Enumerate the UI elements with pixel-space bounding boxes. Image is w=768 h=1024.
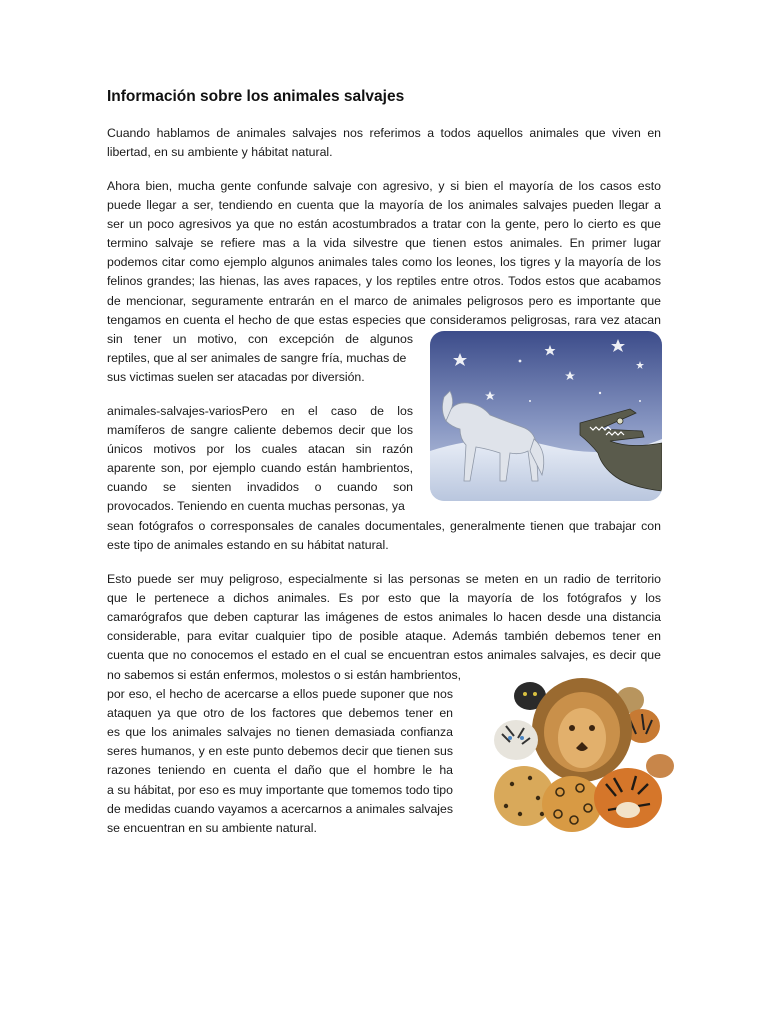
paragraph-2 xyxy=(107,177,661,330)
text-line: seres humanos, y en este punto debemos decir que tienen sus xyxy=(107,744,453,759)
wild-animals-image xyxy=(490,674,674,836)
text-line: Ahora bien, mucha gente confunde salvaje con agresivo, y si bien el mayoría de los casos esto xyxy=(107,179,661,193)
text-line: provocados. Teniendo en cuenta muchas personas, ya xyxy=(107,499,405,514)
text-line: ataquen ya que otro de los factores que debemos tener en xyxy=(107,706,453,721)
text-line: se encuentran en su ambiente natural. xyxy=(107,820,317,835)
text-line: cuenta que no conocemos el estado en el cual se encuentran estos animales salvajes, es decir que xyxy=(107,648,661,663)
text-line: animales-salvajes-variosPero en el caso de los xyxy=(107,404,413,418)
text-line: por eso, el hecho de acercarse a ellos puede suponer que nos xyxy=(107,687,453,702)
text-line: tengamos en cuenta el hecho de que estas especies que consideramos peligrosas, rara vez atacan xyxy=(107,312,661,327)
paragraph-4-continuation xyxy=(107,666,462,838)
text-line: libertad, en su ambiente y hábitat natural. xyxy=(107,145,333,160)
text-line: camarógrafos que deben capturar las imágenes de estos animales lo hacen desde una distancia xyxy=(107,610,661,625)
text-line: ser un poco agresivos ya que no están acostumbrados a tratar con la gente, pero lo cierto es que xyxy=(107,217,661,232)
text-line: Esto puede ser muy peligroso, especialmente si las personas se meten en un radio de territorio xyxy=(107,572,661,586)
text-line: sin tener un motivo, con excepción de algunos xyxy=(107,332,413,346)
text-line: cuando se sienten invadidos o cuando son xyxy=(107,480,413,495)
text-line: de medidas cuando vayamos a acercarnos a animales salvajes xyxy=(107,801,453,816)
text-line: puede llegar a ser, tendiendo en cuenta que la mayoría de los animales salvajes pueden llegar a xyxy=(107,198,661,213)
text-line: considerable, para evitar cualquier tipo de posible ataque. Además también debemos tener en xyxy=(107,629,661,644)
text-line: sean fotógrafos o corresponsales de canales documentales, generalmente tienen que trabajar con xyxy=(107,519,661,533)
text-line: únicos motivos por los cuales atacan sin razón xyxy=(107,442,413,457)
text-line: que le pertenece a dichos animales. Es por esto que la mayoría de los fotógrafos y los xyxy=(107,591,661,606)
text-line: termino salvaje se refiere mas a la vida silvestre que tienen estos animales. En primer lugar xyxy=(107,236,661,251)
text-line: Cuando hablamos de animales salvajes nos referimos a todos aquellos animales que viven en xyxy=(107,126,661,140)
paragraph-1 xyxy=(107,124,661,162)
text-line: no sabemos si están enfermos, molestos o si están hambrientos, xyxy=(107,668,462,682)
text-line: este tipo de animales estando en su hábitat natural. xyxy=(107,538,389,553)
text-line: razones teniendo en cuenta el daño que el hombre le ha xyxy=(107,763,453,778)
wolf-crocodile-image xyxy=(430,331,662,501)
text-line: a su hábitat, por eso es muy importante que tomemos todo tipo xyxy=(107,782,453,797)
text-line: es que los animales salvajes no tienen demasiada confianza xyxy=(107,725,453,740)
paragraph-2-continuation xyxy=(107,330,413,387)
text-line: sus victimas suelen ser atacadas por diversión. xyxy=(107,370,365,385)
text-line: aparente son, por ejemplo cuando están hambrientos, xyxy=(107,461,413,476)
paragraph-4 xyxy=(107,570,661,665)
text-line: mamíferos de sangre caliente debemos decir que los xyxy=(107,423,413,438)
text-line: podemos citar como ejemplo algunos animales tales como los leones, los tigres y la mayoría de los xyxy=(107,255,661,270)
document-title: Información sobre los animales salvajes xyxy=(107,88,405,105)
text-line: reptiles, que al ser animales de sangre fría, muchas de xyxy=(107,351,407,366)
paragraph-3-continuation xyxy=(107,517,661,555)
text-line: de mencionar, seguramente entrarán en el marco de animales peligrosos pero es importante que xyxy=(107,293,661,308)
text-line: felinos grandes; las hienas, las aves rapaces, y los reptiles entre otros. Todos estos que acabamos xyxy=(107,274,661,289)
paragraph-3 xyxy=(107,402,413,517)
